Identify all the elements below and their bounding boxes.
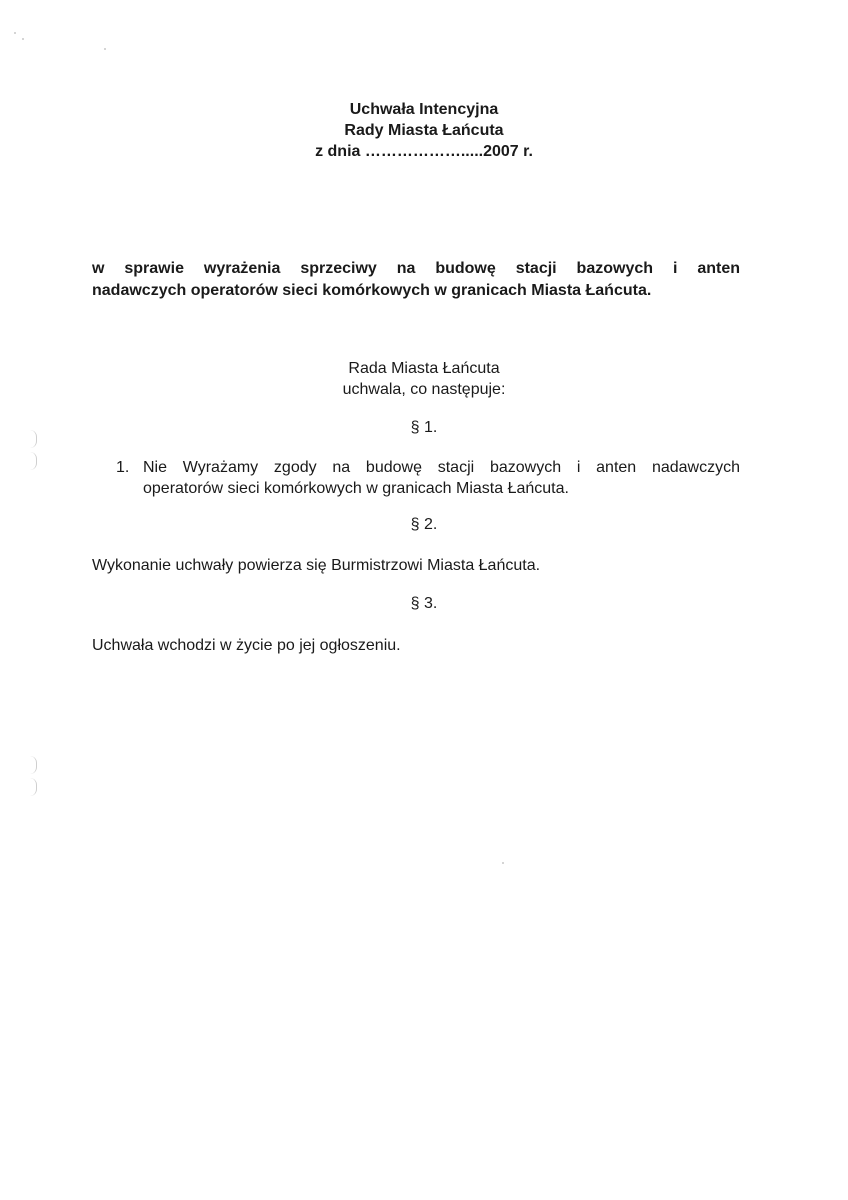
resolution-date: z dnia ……………….....2007 r.	[315, 143, 533, 160]
item-number: 1.	[116, 459, 130, 476]
item-line-1: Nie Wyrażamy zgody na budowę stacji bazowych i anten nadawczych	[143, 459, 740, 476]
item-line-2: operatorów sieci komórkowych w granicach Miasta Łańcuta.	[143, 480, 569, 497]
section-1-mark: § 1.	[410, 419, 438, 436]
binder-hole-mark	[30, 778, 37, 796]
resolution-title: Uchwała Intencyjna	[349, 101, 499, 118]
council-statement-line-1: Rada Miasta Łańcuta	[348, 360, 500, 377]
resolution-header	[0, 99, 848, 162]
scan-speck	[22, 38, 24, 40]
binder-hole-mark	[30, 756, 37, 774]
scan-speck	[104, 48, 106, 50]
scan-speck	[502, 862, 504, 864]
subject-line-2: nadawczych operatorów sieci komórkowych w granicach Miasta Łańcuta.	[92, 282, 652, 299]
council-statement-line-2: uchwala, co następuje:	[342, 381, 506, 398]
scan-speck	[14, 32, 16, 34]
subject-line-1: w sprawie wyrażenia sprzeciwy na budowę stacji bazowych i anten	[92, 260, 740, 277]
section-3-mark: § 3.	[410, 595, 438, 612]
binder-hole-mark	[30, 452, 37, 470]
council-resolves	[0, 358, 848, 400]
section-3-text: Uchwała wchodzi w życie po jej ogłoszeniu.	[92, 637, 401, 654]
section-2-mark: § 2.	[410, 516, 438, 533]
resolution-subject	[92, 258, 740, 302]
council-name: Rady Miasta Łańcuta	[344, 122, 504, 139]
section-1-item	[116, 457, 740, 499]
section-2-text: Wykonanie uchwały powierza się Burmistrzowi Miasta Łańcuta.	[92, 557, 541, 574]
